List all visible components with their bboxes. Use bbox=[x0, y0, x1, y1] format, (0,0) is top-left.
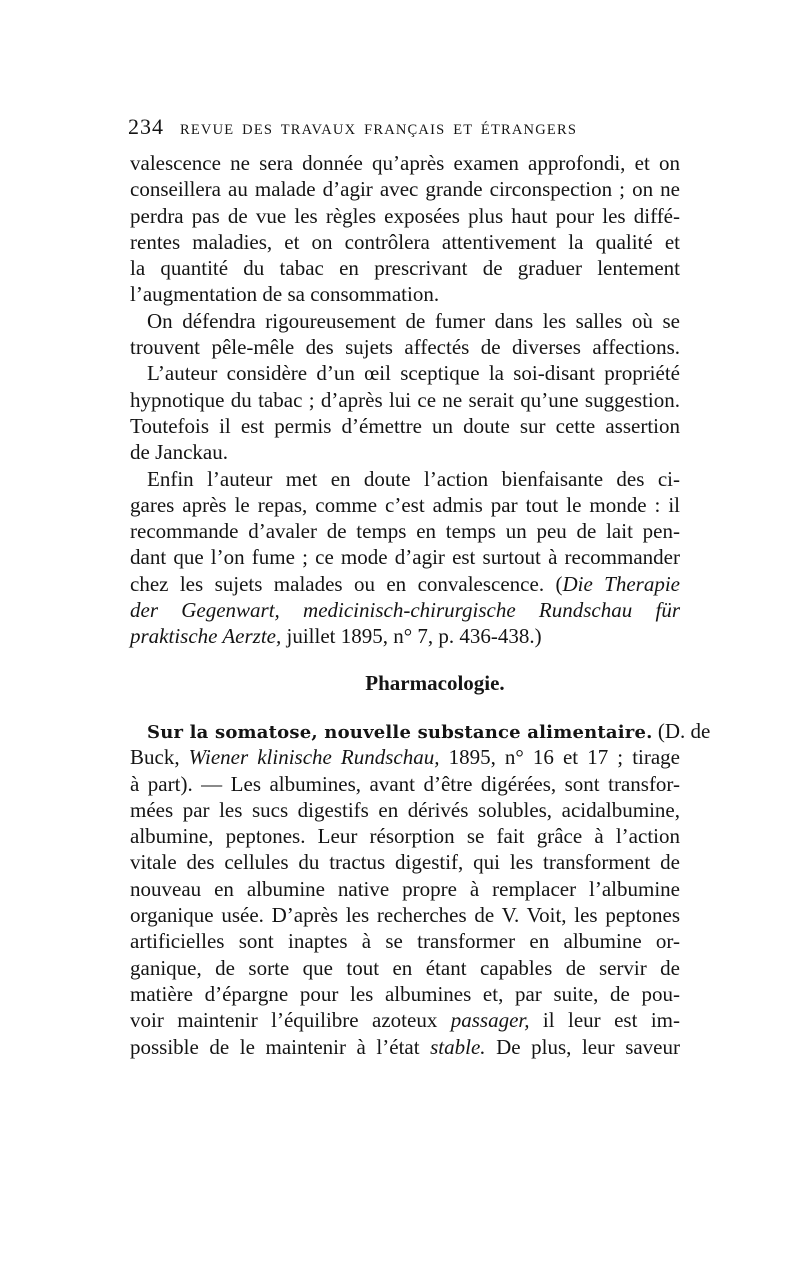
text-line: conseillera au malade d’agir avec grande circonspection ; on ne bbox=[130, 177, 680, 202]
text-span: voir maintenir l’équilibre azoteux bbox=[130, 1008, 451, 1033]
text-line: vitale des cellules du tractus digestif, qui les transforment de bbox=[130, 850, 680, 875]
journal-title-italic: Die Therapie bbox=[562, 571, 680, 596]
text-span: possible de le maintenir à l’état bbox=[130, 1034, 431, 1059]
text-span: De plus, leur saveur bbox=[485, 1034, 680, 1059]
article-title: Sur la somatose, nouvelle substance alimentaire. bbox=[147, 722, 653, 743]
text-line: On défendra rigoureusement de fumer dans les salles où se bbox=[147, 308, 680, 333]
running-head bbox=[128, 114, 680, 144]
text-line bbox=[130, 744, 680, 770]
text-line: gares après le repas, comme c’est admis par tout le monde : il bbox=[130, 492, 680, 517]
text-line: artificielles sont inaptes à se transformer en albumine or- bbox=[130, 929, 680, 954]
body-text-block-2 bbox=[130, 718, 711, 1060]
citation-details: juillet 1895, n° 7, p. 436-438.) bbox=[281, 624, 542, 649]
text-line: recommande d’avaler de temps en temps un peu de lait pen- bbox=[130, 519, 680, 544]
text-line: ganique, de sorte que tout en étant capables de servir de bbox=[130, 955, 680, 980]
running-title: REVUE DES TRAVAUX FRANÇAIS ET ÉTRANGERS bbox=[180, 122, 578, 138]
text-line: perdra pas de vue les règles exposées plus haut pour les diffé- bbox=[130, 203, 680, 228]
text-line: L’auteur considère d’un œil sceptique la soi-disant propriété bbox=[147, 361, 680, 386]
text-line: organique usée. D’après les recherches de V. Voit, les peptones bbox=[130, 903, 680, 928]
text-line: valescence ne sera donnée qu’après examen approfondi, et on bbox=[130, 151, 680, 175]
page-number: 234 bbox=[128, 114, 164, 139]
text-line: Enfin l’auteur met en doute l’action bienfaisante des ci- bbox=[147, 466, 680, 491]
text-line bbox=[130, 718, 711, 744]
section-heading: Pharmacologie. bbox=[365, 671, 505, 695]
text-line: nouveau en albumine native propre à remplacer l’albumine bbox=[130, 876, 680, 901]
text-span: il leur est im- bbox=[529, 1008, 680, 1033]
text-line: rentes maladies, et on contrôlera attentivement la qualité et bbox=[130, 229, 680, 254]
text-line: trouvent pêle-mêle des sujets affectés de diverses affections. bbox=[130, 335, 680, 360]
text-span: Buck, bbox=[130, 745, 189, 770]
text-span: (D. de bbox=[652, 719, 711, 743]
text-line: l’augmentation de sa consommation. bbox=[130, 282, 440, 307]
text-line: albumine, peptones. Leur résorption se fait grâce à l’action bbox=[130, 824, 680, 849]
text-line bbox=[130, 571, 680, 597]
text-line: hypnotique du tabac ; d’après lui ce ne serait qu’une suggestion. bbox=[130, 387, 680, 412]
text-line: de Janckau. bbox=[130, 440, 228, 465]
journal-title-italic: der Gegenwart, medicinisch-chirurgische Rundschau für bbox=[130, 598, 680, 623]
text-span: 1895, n° 16 et 17 ; tirage bbox=[439, 745, 680, 770]
text-line bbox=[130, 623, 680, 649]
text-line: la quantité du tabac en prescrivant de graduer lentement bbox=[130, 256, 680, 281]
text-span: chez les sujets malades ou en convalescence. ( bbox=[130, 571, 563, 596]
text-line bbox=[130, 1034, 680, 1060]
journal-title-italic: praktische Aerzte, bbox=[130, 624, 282, 649]
text-line bbox=[130, 597, 680, 623]
text-line: matière d’épargne pour les albumines et, par suite, de pou- bbox=[130, 981, 680, 1006]
emphasis-italic: passager, bbox=[450, 1008, 530, 1033]
journal-title-italic: Wiener klinische Rundschau, bbox=[188, 745, 440, 770]
text-line: Toutefois il est permis d’émettre un doute sur cette assertion bbox=[130, 413, 680, 438]
text-line bbox=[130, 1007, 680, 1033]
body-text-block-1 bbox=[130, 150, 680, 650]
text-line: mées par les sucs digestifs en dérivés solubles, acidalbumine, bbox=[130, 797, 680, 822]
emphasis-italic: stable. bbox=[430, 1034, 486, 1059]
text-line: à part). — Les albumines, avant d’être digérées, sont transfor- bbox=[130, 771, 680, 796]
text-line: dant que l’on fume ; ce mode d’agir est surtout à recommander bbox=[130, 545, 680, 570]
